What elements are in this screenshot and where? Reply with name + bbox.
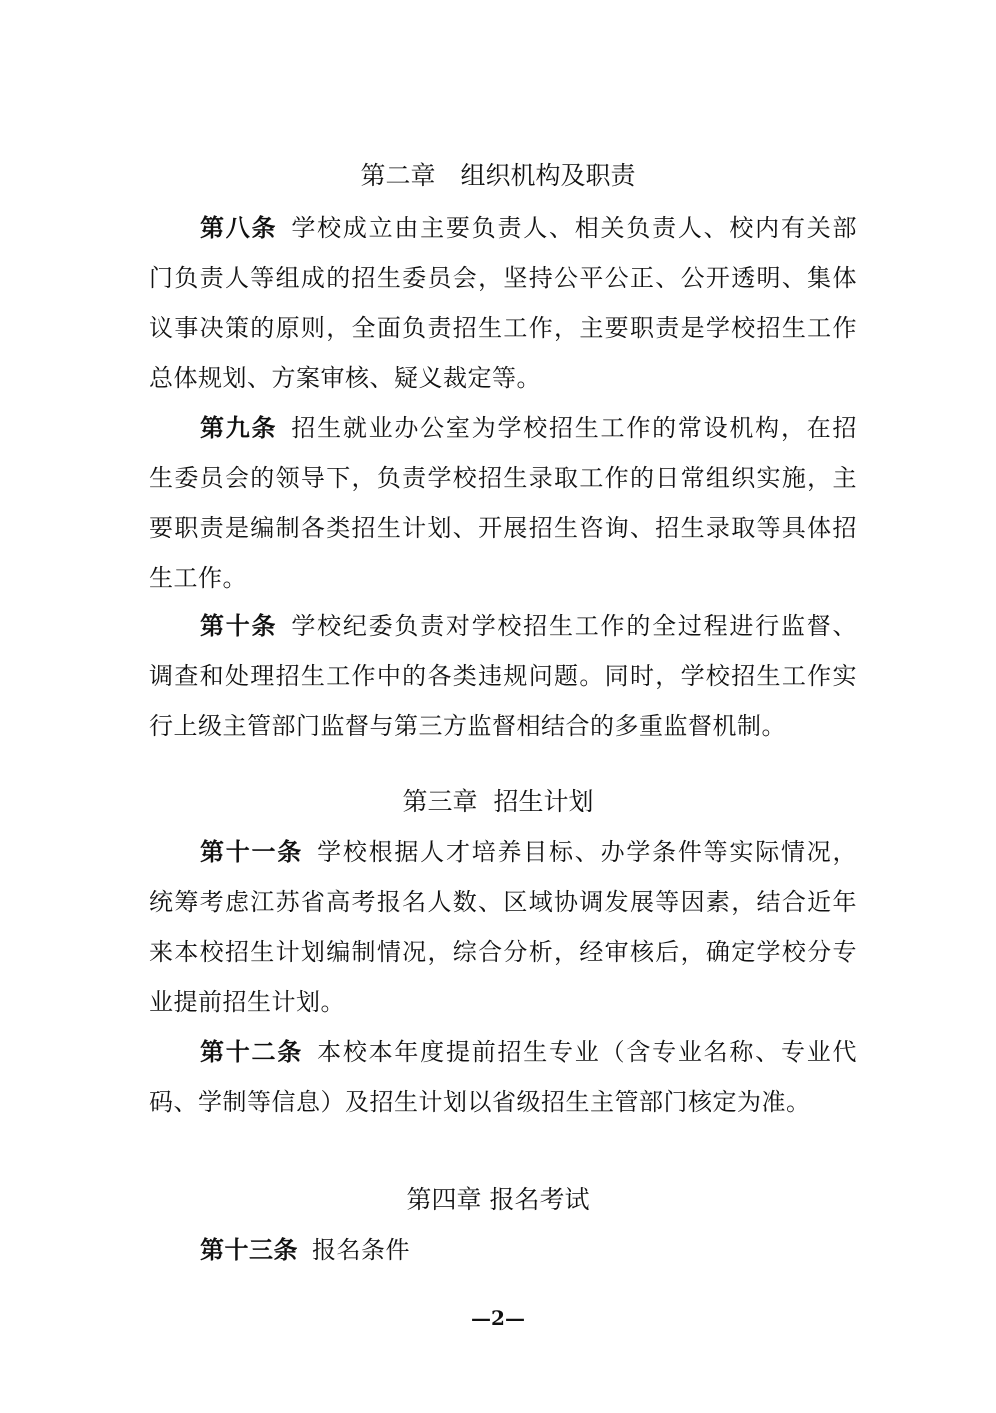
article-line: 统筹考虑江苏省高考报名人数、区域协调发展等因素，结合近年 [149, 888, 857, 916]
article-text: 学校成立由主要负责人、相关负责人、校内有关部 [291, 214, 857, 242]
article-text: 学校纪委负责对学校招生工作的全过程进行监督、 [291, 612, 857, 640]
article-line: 码、学制等信息）及招生计划以省级招生主管部门核定为准。 [149, 1088, 811, 1116]
article-line: 调查和处理招生工作中的各类违规问题。同时，学校招生工作实 [149, 662, 857, 690]
article-text: 报名条件 [312, 1236, 410, 1264]
article-line [200, 408, 857, 443]
article-line: 议事决策的原则，全面负责招生工作，主要职责是学校招生工作 [149, 314, 857, 342]
article-line: 总体规划、方案审核、疑义裁定等。 [149, 364, 541, 392]
article-number: 第十一条 [200, 838, 304, 866]
article-line [200, 1032, 857, 1067]
article-line: 业提前招生计划。 [149, 988, 345, 1016]
article-line: 生工作。 [149, 564, 247, 592]
article-line [200, 208, 857, 243]
page-number: —2— [471, 1306, 525, 1330]
article-line [200, 606, 857, 641]
article-text: 招生就业办公室为学校招生工作的常设机构，在招 [291, 414, 857, 442]
article-line: 行上级主管部门监督与第三方监督相结合的多重监督机制。 [149, 712, 786, 740]
article-line: 生委员会的领导下，负责学校招生录取工作的日常组织实施，主 [149, 464, 857, 492]
article-line: 门负责人等组成的招生委员会，坚持公平公正、公开透明、集体 [149, 264, 857, 292]
article-number: 第十三条 [200, 1236, 298, 1264]
chapter-title: 第三章 招生计划 [402, 787, 594, 816]
article-number: 第十条 [200, 612, 278, 640]
article-text: 本校本年度提前招生专业（含专业名称、专业代 [317, 1038, 858, 1066]
article-number: 第十二条 [200, 1038, 304, 1066]
article-line: 来本校招生计划编制情况，综合分析，经审核后，确定学校分专 [149, 938, 857, 966]
article-line: 要职责是编制各类招生计划、开展招生咨询、招生录取等具体招 [149, 514, 857, 542]
chapter-title: 第四章 报名考试 [406, 1185, 590, 1214]
article-line [200, 1230, 857, 1265]
article-line [200, 832, 857, 867]
article-number: 第八条 [200, 214, 278, 242]
article-text: 学校根据人才培养目标、办学条件等实际情况， [317, 838, 858, 866]
article-number: 第九条 [200, 414, 278, 442]
chapter-title: 第二章 组织机构及职责 [360, 161, 636, 190]
